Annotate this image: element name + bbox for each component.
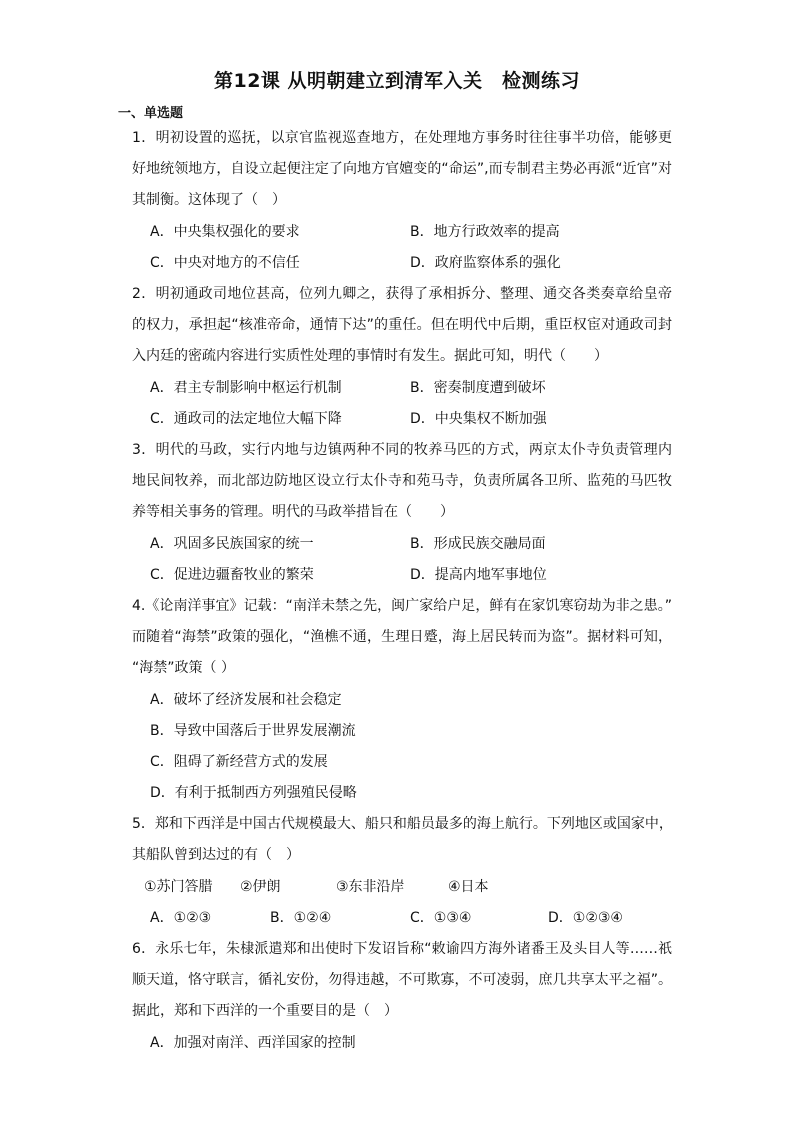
q4-line-2: 而随着“海禁”政策的强化，“渔樵不通，生理日蹙，海上居民转而为盗”。据材料可知， (132, 629, 672, 645)
q5-line-1: 5．郑和下西洋是中国古代规模最大、船只和船员最多的海上航行。下列地区或国家中， (132, 816, 673, 832)
q4-line-1: 4.《论南洋事宜》记载：“南洋未禁之先，闽广家给户足，鲜有在家饥寒窃劫为非之患。” (132, 598, 672, 614)
q3-option-b: B．形成民族交融局面 (410, 536, 546, 552)
q4-option-a: A．破坏了经济发展和社会稳定 (150, 692, 342, 708)
section-heading: 一、单选题 (118, 106, 184, 121)
q5-item-3: ③东非沿岸 (336, 879, 405, 895)
q2-option-d: D．中央集权不断加强 (410, 411, 547, 427)
q5-item-1: ①苏门答腊 (144, 879, 213, 895)
q1-line-1: 1．明初设置的巡抚，以京官监视巡查地方，在处理地方事务时往往事半功倍，能够更 (132, 130, 672, 146)
q1-option-d: D．政府监察体系的强化 (410, 255, 561, 271)
q2-option-b: B．密奏制度遭到破坏 (410, 380, 546, 396)
q2-line-3: 入内廷的密疏内容进行实质性处理的事情时有发生。据此可知，明代（ ） (132, 348, 608, 364)
q1-option-b: B．地方行政效率的提高 (410, 224, 560, 240)
q4-option-c: C．阻碍了新经营方式的发展 (150, 754, 328, 770)
page-title: 第12课 从明朝建立到清军入关 检测练习 (213, 70, 581, 92)
q4-line-3: “海禁”政策（ ） (132, 660, 235, 676)
q2-option-c: C．通政司的法定地位大幅下降 (150, 411, 342, 427)
q5-option-d: D．①②③④ (548, 910, 623, 926)
q3-option-c: C．促进边疆畜牧业的繁荣 (150, 567, 314, 583)
q6-line-1: 6．永乐七年，朱棣派遣郑和出使时下发诏旨称“敕谕四方海外诸番王及头目人等……祇 (132, 941, 672, 957)
q3-line-1: 3．明代的马政，实行内地与边镇两种不同的牧养马匹的方式，两京太仆寺负责管理内 (132, 442, 672, 458)
q5-item-2: ②伊朗 (240, 879, 281, 895)
q5-line-2: 其船队曾到达过的有（ ） (132, 847, 300, 863)
q4-option-d: D．有利于抵制西方列强殖民侵略 (150, 785, 357, 801)
q5-option-c: C．①③④ (410, 910, 472, 926)
q3-line-3: 养等相关事务的管理。明代的马政举措旨在（ ） (132, 504, 454, 520)
q2-option-a: A．君主专制影响中枢运行机制 (150, 380, 342, 396)
q6-line-2: 顺天道，恪守联言，循礼安份，勿得违越，不可欺寡，不可凌弱，庶几共享太平之福”。 (132, 972, 672, 988)
q1-option-c: C．中央对地方的不信任 (150, 255, 300, 271)
q3-line-2: 地民间牧养，而北部边防地区设立行太仆寺和苑马寺，负责所属各卫所、监苑的马匹牧 (132, 473, 672, 489)
q2-line-2: 的权力，承担起“核准帝命，通情下达”的重任。但在明代中后期，重臣权宦对通政司封 (132, 317, 672, 333)
q3-option-d: D．提高内地军事地位 (410, 567, 547, 583)
q6-line-3: 据此，郑和下西洋的一个重要目的是（ ） (132, 1003, 398, 1019)
q1-option-a: A．中央集权强化的要求 (150, 224, 300, 240)
q5-item-4: ④日本 (448, 879, 489, 895)
q1-line-2: 好地统领地方，自设立起便注定了向地方官嬗变的“命运”,而专制君主势必再派“近官”对 (132, 161, 672, 177)
q5-option-b: B．①②④ (270, 910, 332, 926)
q2-line-1: 2．明初通政司地位甚高，位列九卿之，获得了承相拆分、整理、通交各类奏章给皇帝 (132, 286, 672, 302)
q1-line-3: 其制衡。这体现了（ ） (132, 192, 286, 208)
q3-option-a: A．巩固多民族国家的统一 (150, 536, 314, 552)
q5-option-a: A．①②③ (150, 910, 212, 926)
q4-option-b: B．导致中国落后于世界发展潮流 (150, 723, 356, 739)
q6-option-a: A．加强对南洋、西洋国家的控制 (150, 1035, 356, 1051)
